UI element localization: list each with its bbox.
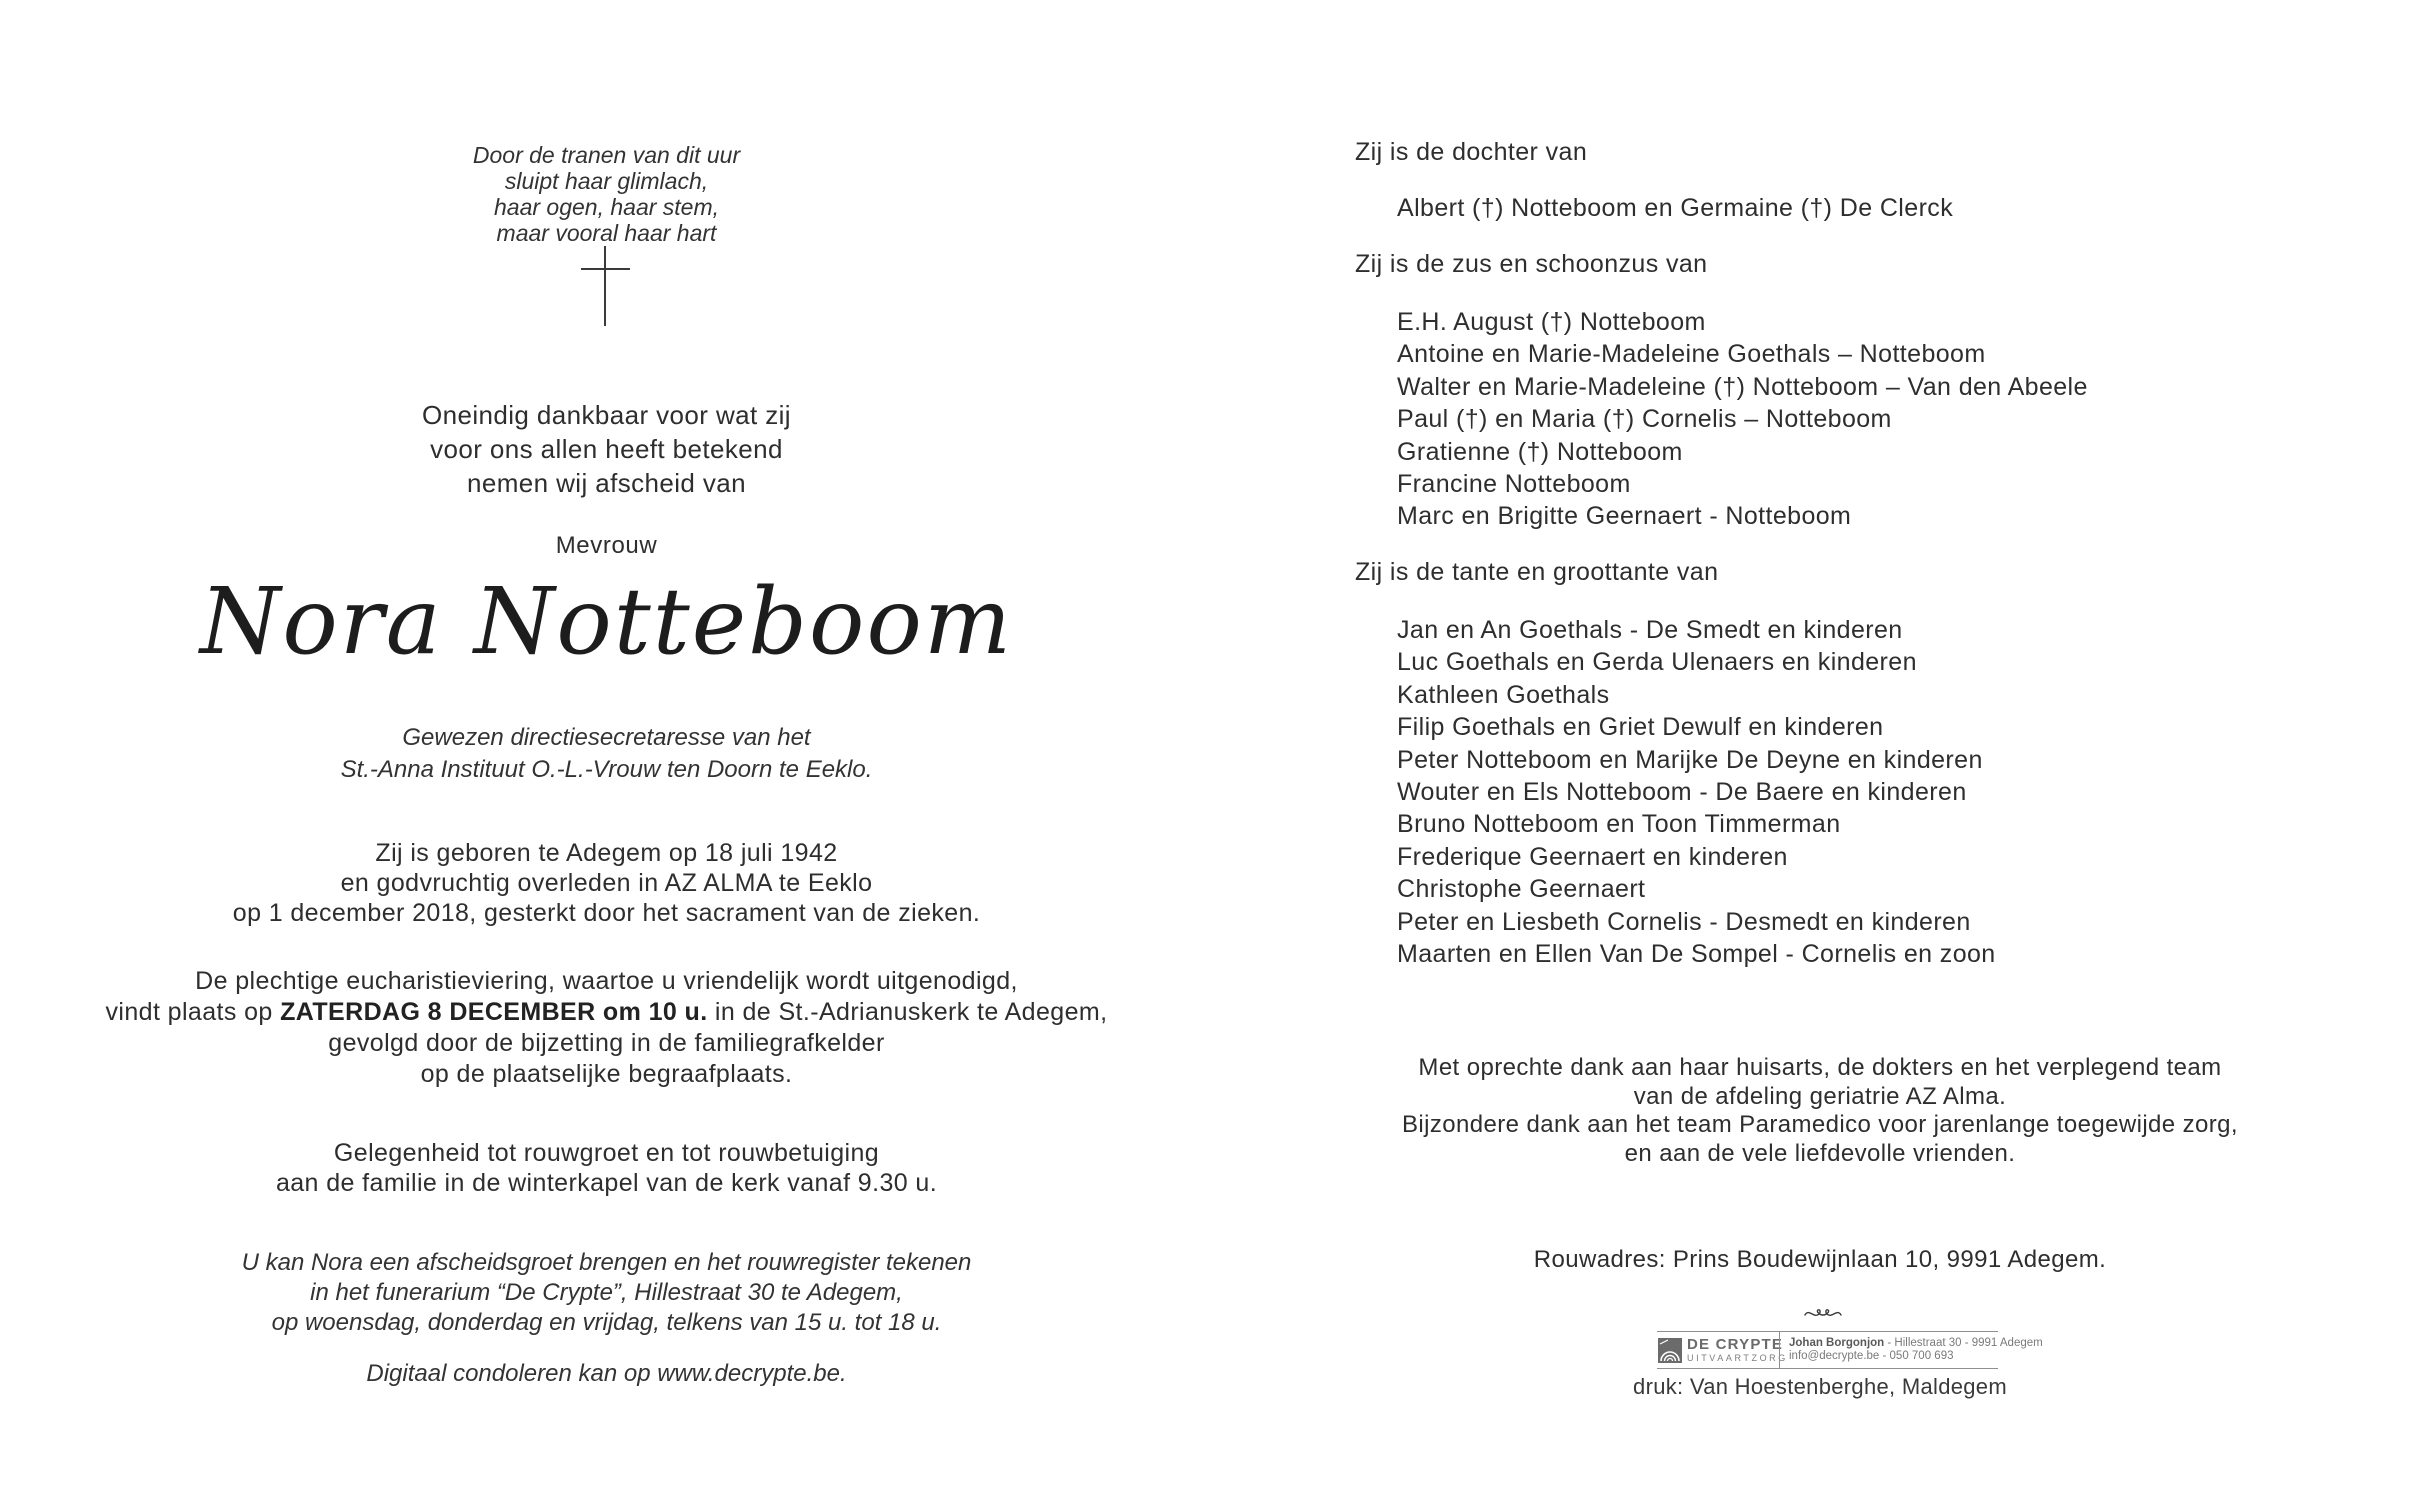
logo-contact-line1 (1789, 1337, 2043, 1351)
list-item: Wouter en Els Notteboom - De Baere en kinderen (1397, 777, 1967, 806)
thanks-line: Bijzondere dank aan het team Paramedico voor jarenlange toegewijde zorg, (1402, 1111, 2238, 1138)
subtitle-line: St.-Anna Instituut O.-L.-Vrouw ten Doorn te Eeklo. (340, 756, 873, 783)
crypt-arch-logo-icon (1658, 1338, 1682, 1363)
list-item: Francine Notteboom (1397, 469, 1631, 498)
greeting-line: aan de familie in de winterkapel van de kerk vanaf 9.30 u. (275, 1169, 938, 1197)
condolence-paragraph (0, 1138, 1213, 1198)
list-item: Christophe Geernaert (1397, 875, 1646, 904)
contact-address: - Hillestraat 30 - 9991 Adegem (1884, 1336, 2043, 1349)
service-date-bold: ZATERDAG 8 DECEMBER om 10 u. (280, 998, 708, 1026)
logo-brand-text (1687, 1337, 1788, 1363)
nieces-list (1397, 614, 1996, 970)
list-item: Peter Notteboom en Marijke De Deyne en kinderen (1397, 745, 1983, 774)
register-line: U kan Nora een afscheidsgroet brengen en het rouwregister tekenen (241, 1249, 972, 1276)
intro-line: nemen wij afscheid van (466, 468, 747, 498)
list-item: Jan en An Goethals - De Smedt en kinderen (1397, 616, 1903, 644)
daughter-heading: Zij is de dochter van (1355, 138, 1588, 166)
honorific-title: Mevrouw (555, 532, 658, 559)
poem-line: Door de tranen van dit uur (472, 142, 741, 168)
service-line: gevolgd door de bijzetting in de familiegrafkelder (328, 1029, 885, 1057)
deceased-name: Nora Notteboom (199, 568, 1014, 675)
service-line: De plechtige eucharistieviering, waartoe u vriendelijk wordt uitgenodigd, (195, 967, 1018, 995)
birth-line: en godvruchtig overleden in AZ ALMA te Eeklo (340, 869, 873, 897)
service-line: op de plaatselijke begraafplaats. (420, 1060, 793, 1088)
list-item: Paul (†) en Maria (†) Cornelis – Notteboom (1397, 405, 1892, 434)
farewell-intro (0, 398, 1213, 500)
birth-death-paragraph (0, 838, 1213, 928)
logo-contact-line2: info@decrypte.be - 050 700 693 (1789, 1350, 1954, 1362)
list-item: Maarten en Ellen Van De Sompel - Cornelis en zoon (1397, 939, 1996, 968)
funeral-home-logo-block (1657, 1331, 2043, 1369)
list-item: Peter en Liesbeth Cornelis - Desmedt en kinderen (1397, 907, 1971, 936)
thanks-line: Met oprechte dank aan haar huisarts, de dokters en het verplegend team (1418, 1054, 2222, 1081)
poem-line: haar ogen, haar stem, (493, 194, 720, 220)
list-item: Walter en Marie-Madeleine (†) Notteboom – Van den Abeele (1397, 372, 2088, 401)
ornament-icon (1802, 1306, 1844, 1327)
list-item: Kathleen Goethals (1397, 680, 1610, 709)
list-item: Filip Goethals en Griet Dewulf en kinderen (1397, 713, 1884, 742)
register-line: in het funerarium “De Crypte”, Hillestraat 30 te Adegem, (310, 1279, 903, 1306)
logo-contact-block (1779, 1332, 2043, 1368)
thanks-line: van de afdeling geriatrie AZ Alma. (1633, 1082, 2007, 1110)
list-item: Antoine en Marie-Madeleine Goethals – Notteboom (1397, 340, 1986, 369)
parents-line: Albert (†) Notteboom en Germaine (†) De Clerck (1397, 194, 1954, 222)
list-item: Gratienne (†) Notteboom (1397, 437, 1683, 466)
list-item: Bruno Notteboom en Toon Timmerman (1397, 810, 1841, 839)
aunt-heading: Zij is de tante en groottante van (1355, 558, 1719, 586)
cross-horizontal-bar (581, 268, 630, 270)
cross-vertical-bar (604, 246, 606, 326)
subtitle-line: Gewezen directiesecretaresse van het (402, 724, 811, 751)
service-line (0, 997, 1213, 1028)
acknowledgement-paragraph (1213, 1054, 2427, 1168)
poem (0, 142, 1213, 246)
intro-line: voor ons allen heeft betekend (430, 434, 783, 464)
register-paragraph (0, 1248, 1213, 1338)
register-line: op woensdag, donderdag en vrijdag, telkens van 15 u. tot 18 u. (271, 1309, 942, 1336)
greeting-line: Gelegenheid tot rouwgroet en tot rouwbetuiging (333, 1139, 880, 1167)
poem-line: sluipt haar glimlach, (504, 168, 709, 194)
intro-line: Oneindig dankbaar voor wat zij (422, 400, 791, 430)
contact-person-name: Johan Borgonjon (1789, 1336, 1885, 1349)
list-item: Luc Goethals en Gerda Ulenaers en kinderen (1397, 648, 1917, 677)
birth-line: Zij is geboren te Adegem op 18 juli 1942 (375, 839, 838, 867)
list-item: Frederique Geernaert en kinderen (1397, 842, 1788, 871)
logo-left (1657, 1336, 1788, 1363)
service-line2-post: in de St.-Adrianuskerk te Adegem, (707, 998, 1108, 1026)
sister-heading: Zij is de zus en schoonzus van (1355, 250, 1708, 278)
birth-line: op 1 december 2018, gesterkt door het sacrament van de zieken. (232, 899, 981, 927)
mourning-address: Rouwadres: Prins Boudewijnlaan 10, 9991 Adegem. (1533, 1246, 2107, 1273)
funeral-service-paragraph (0, 966, 1213, 1090)
digital-condolence-line: Digitaal condoleren kan op www.decrypte.be. (366, 1360, 847, 1387)
siblings-list (1397, 306, 2088, 533)
profession-subtitle (0, 722, 1213, 786)
printer-credit-line: druk: Van Hoestenberghe, Maldegem (1633, 1374, 2007, 1399)
list-item: E.H. August (†) Notteboom (1397, 308, 1706, 336)
thanks-line: en aan de vele liefdevolle vrienden. (1624, 1139, 2016, 1167)
logo-brand-subtitle: UITVAARTZORG (1687, 1353, 1788, 1363)
service-line2-pre: vindt plaats op (105, 998, 281, 1026)
list-item: Marc en Brigitte Geernaert - Notteboom (1397, 502, 1852, 531)
logo-brand-name: DE CRYPTE (1687, 1336, 1784, 1353)
poem-line: maar vooral haar hart (496, 220, 717, 246)
